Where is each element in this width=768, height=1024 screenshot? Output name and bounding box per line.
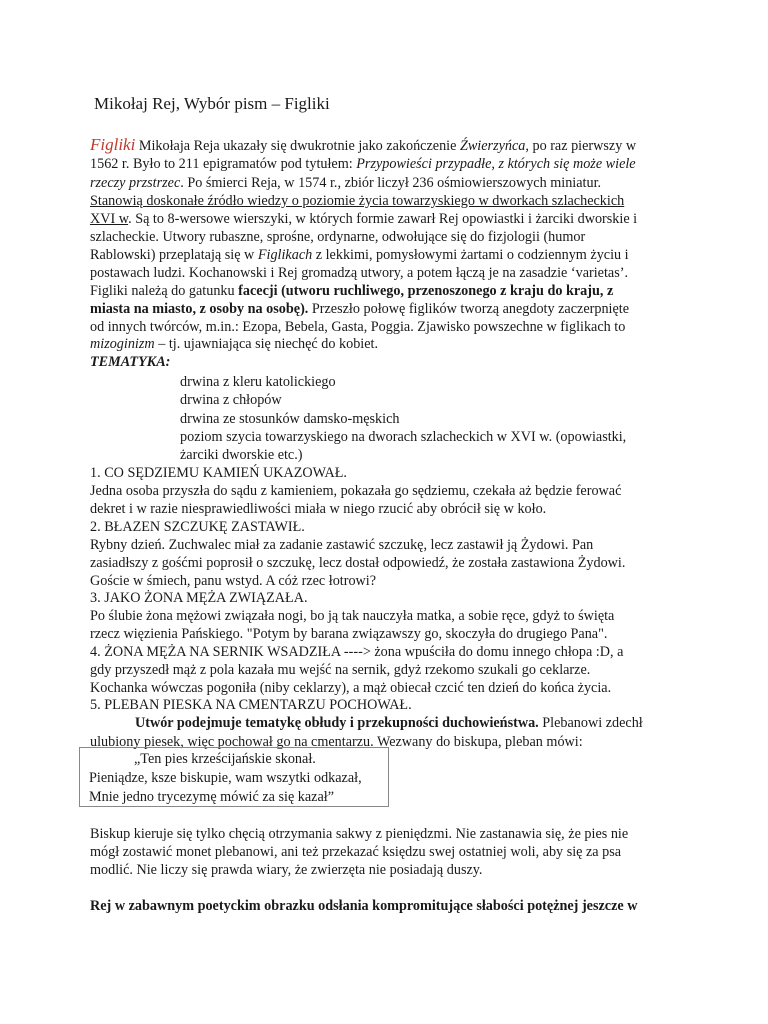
section-4-line: gdy przyszedł mąż z pola kazała mu wejść na sernik, gdyż rzekomo szukali go ceklarze. <box>90 662 591 678</box>
intro-line-5: XVI w. Są to 8-wersowe wierszyki, w których formie zawarł Rej opowiastki i żarciki dworskie i <box>90 211 638 227</box>
closing-line: Biskup kieruje się tylko chęcią otrzymania sakwy z pieniędzmi. Nie zastanawia się, że pies nie <box>90 826 629 842</box>
intro-line-7: Rablowski) przeplatają się w Figlikach z lekkimi, pomysłowymi żartami o codziennym życiu i <box>90 247 629 263</box>
section-2-line: zasiadłszy z gośćmi poprosił o szczukę, lecz dostał odpowiedź, że została zastawiona Żydowi. <box>90 555 626 571</box>
section-1-heading: 1. CO SĘDZIEMU KAMIEŃ UKAZOWAŁ. <box>90 465 347 481</box>
intro-line-6: szlacheckie. Utwory rubaszne, sprośne, ordynarne, odwołujące się do fizjologii (humor <box>90 229 586 245</box>
section-2-line: Goście w śmiech, panu wstyd. A cóż rzec łotrowi? <box>90 573 377 589</box>
figliki-highlight: Figliki <box>90 135 136 154</box>
intro-line-12: mizoginizm – tj. ujawniająca się niechęć do kobiet. <box>90 336 379 352</box>
tematyka-item: drwina z kleru katolickiego <box>180 374 336 390</box>
quote-line: „Ten pies krześcijańskie skonał. <box>134 751 316 767</box>
section-4-line: Kochanka wówczas pogoniła (niby ceklarzy), a mąż obiecał czcić ten dzień do końca życia. <box>90 680 612 696</box>
intro-line-4: Stanowią doskonałe źródło wiedzy o poziomie życia towarzyskiego w dworkach szlacheckich <box>90 193 625 209</box>
intro-line-3: rzeczy przstrzec. Po śmierci Reja, w 1574 r., zbiór liczył 236 ośmiowierszowych miniatur. <box>90 175 602 191</box>
closing-line: mógł zostawić monet plebanowi, ani też przekazać księdzu swej ostatniej woli, aby się za psa <box>90 844 622 860</box>
intro-line-8: postawach ludzi. Kochanowski i Rej gromadzą utwory, a potem łączą je na zasadzie ‘varietas’. <box>90 265 628 281</box>
section-3-line: Po ślubie żona mężowi związała nogi, bo ją tak nauczyła matka, a sobie ręce, gdyż to święta <box>90 608 615 624</box>
intro-line-10: miasta na miasto, z osoby na osobę). Przeszło połowę figlików tworzą anegdoty zaczerpnięte <box>90 301 630 317</box>
section-5-line-2: ulubiony piesek, więc pochował go na cmentarzu. Wezwany do biskupa, pleban mówi: <box>90 734 583 750</box>
section-4-heading: 4. ŻONA MĘŻA NA SERNIK WSADZIŁA ----> żona wpuściła do domu innego chłopa :D, a <box>90 644 624 660</box>
tematyka-item: drwina ze stosunków damsko-męskich <box>180 411 400 427</box>
tematyka-heading: TEMATYKA: <box>90 354 171 370</box>
section-2-line: Rybny dzień. Zuchwalec miał za zadanie zastawić szczukę, lecz zastawił ją Żydowi. Pan <box>90 537 594 553</box>
section-5-heading: 5. PLEBAN PIESKA NA CMENTARZU POCHOWAŁ. <box>90 697 412 713</box>
tematyka-item: drwina z chłopów <box>180 392 282 408</box>
intro-line-9: Figliki należą do gatunku facecji (utworu ruchliwego, przenoszonego z kraju do kraju, z <box>90 283 614 299</box>
section-3-line: rzecz więzienia Pańskiego. "Potym by barana związawszy go, skoczyła do drugiego Pana". <box>90 626 608 642</box>
tematyka-item: żarciki dworskie etc.) <box>180 447 303 463</box>
intro-line-1: Figliki Mikołaja Reja ukazały się dwukrotnie jako zakończenie Źwierzyńca, po raz pierwszy w <box>90 135 637 154</box>
closing-line: modlić. Nie liczy się prawda wiary, że zwierzęta nie posiadają duszy. <box>90 862 483 878</box>
final-bold-line: Rej w zabawnym poetyckim obrazku odsłania kompromitujące słabości potężnej jeszcze w <box>90 898 638 914</box>
section-3-heading: 3. JAKO ŻONA MĘŻA ZWIĄZAŁA. <box>90 590 308 606</box>
document-title: Mikołaj Rej, Wybór pism – Figliki <box>94 94 330 113</box>
quote-box <box>79 747 389 807</box>
quote-line: Mnie jedno trycezymę mówić za się kazał” <box>89 789 335 805</box>
intro-line-2: 1562 r. Było to 211 epigramatów pod tytułem: Przypowieści przypadłe, z których się może wiele <box>90 156 636 172</box>
quote-line: Pieniądze, ksze biskupie, wam wszytki odkazał, <box>89 770 362 786</box>
section-5-line-1: Utwór podejmuje tematykę obłudy i przekupności duchowieństwa. Plebanowi zdechł <box>135 715 643 731</box>
section-1-line: Jedna osoba przyszła do sądu z kamieniem, pokazała go sędziemu, czekała aż będzie ferować <box>90 483 622 499</box>
intro-line-11: od innych twórców, m.in.: Ezopa, Bebela, Gasta, Poggia. Zjawisko powszechne w figlikach to <box>90 319 626 335</box>
section-1-line: dekret i w razie niesprawiedliwości miała w niego rzucić aby obrócił się w koło. <box>90 501 547 517</box>
section-2-heading: 2. BŁAZEN SZCZUKĘ ZASTAWIŁ. <box>90 519 305 535</box>
tematyka-item: poziom szycia towarzyskiego na dworach szlacheckich w XVI w. (opowiastki, <box>180 429 627 445</box>
